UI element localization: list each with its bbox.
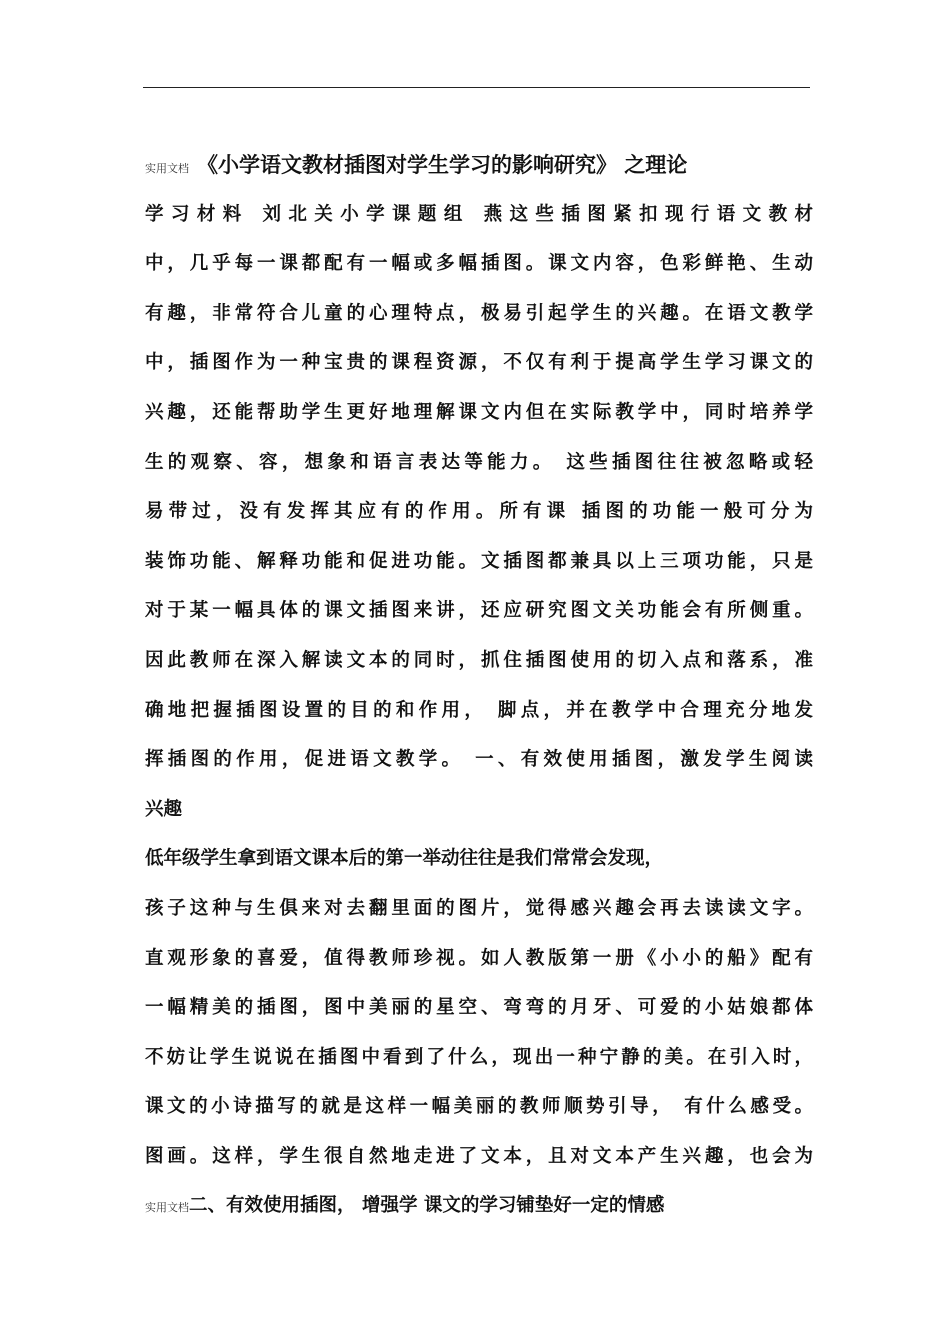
document-body xyxy=(145,147,813,1238)
text-line-12: 确地把握插图设置的目的和作用， 脚点，并在教学中合理充分地发 xyxy=(145,699,813,721)
text-line-1 xyxy=(145,147,813,197)
header-rule xyxy=(143,87,810,88)
text-line-13: 挥插图的作用，促进语文教学。 一、有效使用插图，激发学生阅读 xyxy=(145,749,813,771)
text-line-3: 中，几乎每一课都配有一幅或多幅插图。课文内容，色彩鲜艳、生动 xyxy=(145,253,813,275)
text-line-19: 不妨让学生说说在插图中看到了什么，现出一种宁静的美。在引入时， xyxy=(145,1046,813,1068)
text-line-11: 因此教师在深入解读文本的同时，抓住插图使用的切入点和落系，准 xyxy=(145,649,813,671)
text-line-15: 低年级学生拿到语文课本后的第一举动往往是我们常常会发现， xyxy=(145,848,664,870)
header-label: 实用文档 xyxy=(145,162,189,175)
text-line-5: 中，插图作为一种宝贵的课程资源，不仅有利于提高学生学习课文的 xyxy=(145,352,813,374)
text-line-20: 课文的小诗描写的就是这样一幅美丽的教师顺势引导， 有什么感受。 xyxy=(145,1096,813,1118)
document-title: 《小学语文教材插图对学生学习的影响研究》 之理论 xyxy=(197,153,688,177)
footer-label: 实用文档 xyxy=(145,1201,189,1215)
text-line-4: 有趣，非常符合儿童的心理特点，极易引起学生的兴趣。在语文教学 xyxy=(145,302,813,324)
text-line-22 xyxy=(145,1188,813,1238)
text-line-18: 一幅精美的插图，图中美丽的星空、弯弯的月牙、可爱的小姑娘都体 xyxy=(145,997,813,1019)
text-line-16: 孩子这种与生俱来对去翻里面的图片，觉得感兴趣会再去读读文字。 xyxy=(145,897,813,919)
text-line-8: 易带过，没有发挥其应有的作用。所有课 插图的功能一般可分为 xyxy=(145,501,813,523)
text-line-14: 兴趣 xyxy=(145,798,183,820)
text-line-22-content: 二、有效使用插图， 增强学 课文的学习铺垫好一定的情感 xyxy=(189,1195,665,1217)
text-line-9: 装饰功能、解释功能和促进功能。文插图都兼具以上三项功能，只是 xyxy=(145,550,813,572)
text-line-7: 生的观察、容，想象和语言表达等能力。 这些插图往往被忽略或轻 xyxy=(145,451,813,473)
text-line-6: 兴趣，还能帮助学生更好地理解课文内但在实际教学中，同时培养学 xyxy=(145,401,813,423)
text-line-17: 直观形象的喜爱，值得教师珍视。如人教版第一册《小小的船》配有 xyxy=(145,947,813,969)
text-line-10: 对于某一幅具体的课文插图来讲，还应研究图文关功能会有所侧重。 xyxy=(145,600,813,622)
text-line-21: 图画。这样，学生很自然地走进了文本，且对文本产生兴趣，也会为 xyxy=(145,1145,813,1167)
text-line-2: 学习材料 刘北关小学课题组 燕这些插图紧扣现行语文教材 xyxy=(145,203,813,225)
